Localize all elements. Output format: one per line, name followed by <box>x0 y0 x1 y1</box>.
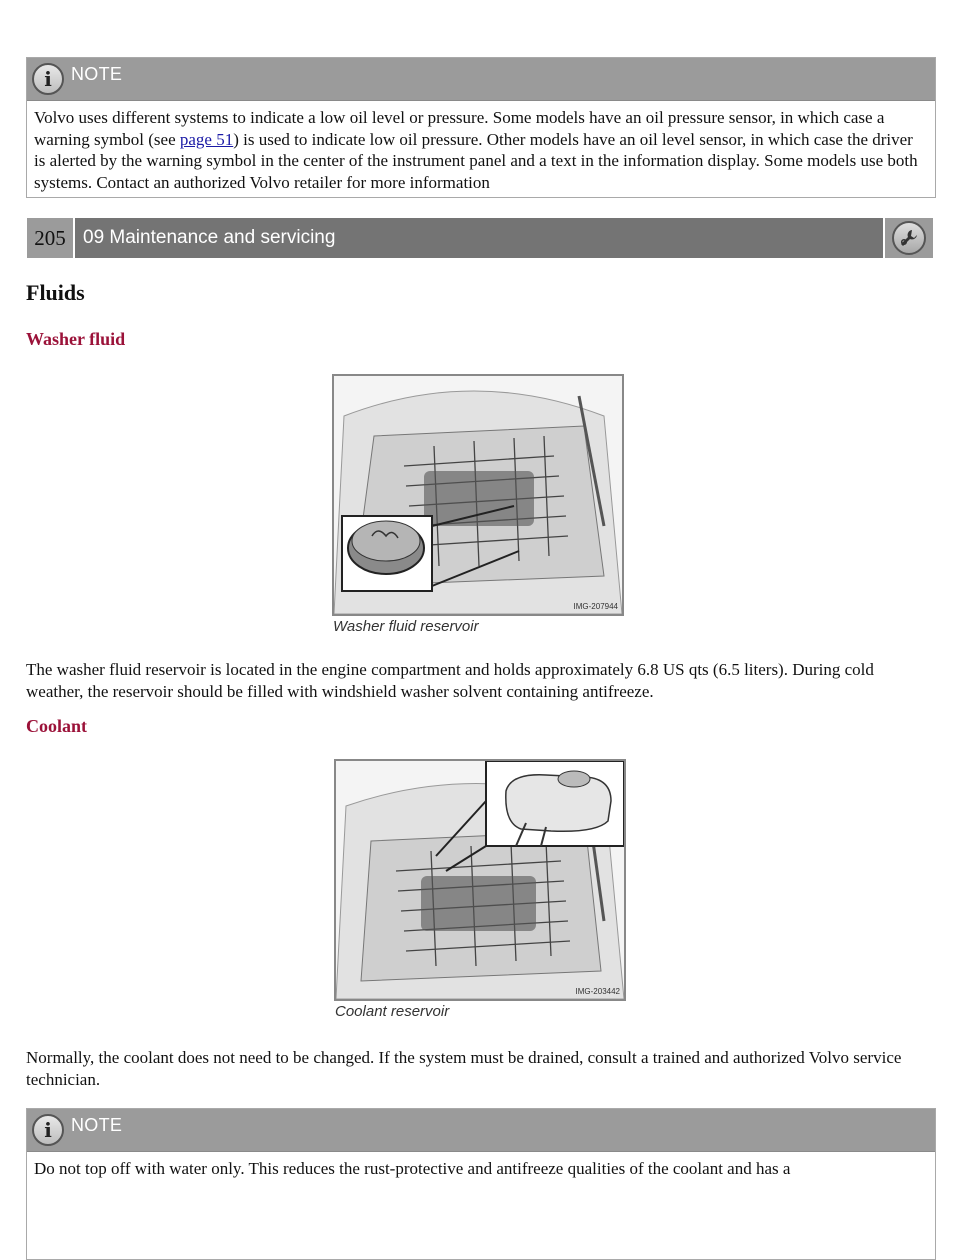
figure-code: IMG-207944 <box>573 602 618 611</box>
note-text-part1: Volvo uses different systems to indicate a low oil level or pressure. Some models have an oil pressure sensor, in which case a warning symbol (see <box>34 108 885 149</box>
note-header <box>27 58 935 101</box>
note-text-part2: ) is used to indicate low oil pressure. Other models have an oil level sensor, in which case the driver is alerted by the warning symbol in the center of the instrument panel and a text in the information display. Some models use both systems. Contact an authorized Volvo retailer for more information <box>34 129 918 192</box>
page-number: 205 <box>27 218 73 258</box>
note-text <box>27 101 935 199</box>
note-box <box>26 1108 936 1260</box>
note-text: Do not top off with water only. This reduces the rust-protective and antifreeze qualities of the coolant and has a <box>34 1159 791 1178</box>
washer-fluid-heading: Washer fluid <box>26 329 126 349</box>
note-box <box>26 57 936 198</box>
washer-fluid-figure <box>332 374 624 616</box>
coolant-figure <box>334 759 626 1001</box>
section-icon-box <box>885 218 933 258</box>
washer-fluid-text: The washer fluid reservoir is located in the engine compartment and holds approximately 6.8 US qts (6.5 liters). During cold weather, the reservoir should be filled with windshield washer solvent containing antifreeze. <box>26 660 874 701</box>
engine-illustration <box>336 761 624 999</box>
note-header <box>27 1109 935 1152</box>
coolant-text: Normally, the coolant does not need to be changed. If the system must be drained, consult a trained and authorized Volvo service technician. <box>26 1048 902 1089</box>
page-heading: Fluids <box>26 280 85 305</box>
coolant-heading: Coolant <box>26 716 88 736</box>
info-icon: i <box>32 1114 64 1146</box>
coolant-figure-caption: Coolant reservoir <box>335 1003 450 1020</box>
section-title: 09 Maintenance and servicing <box>75 218 883 258</box>
washer-figure-caption: Washer fluid reservoir <box>333 618 479 635</box>
wrench-icon <box>892 221 926 255</box>
note-title: NOTE <box>71 64 123 84</box>
note-title: NOTE <box>71 1115 123 1135</box>
engine-illustration <box>334 376 622 614</box>
section-header <box>27 218 933 258</box>
info-icon: i <box>32 63 64 95</box>
figure-code: IMG-203442 <box>575 987 620 996</box>
page-51-link[interactable]: page 51 <box>179 129 234 149</box>
